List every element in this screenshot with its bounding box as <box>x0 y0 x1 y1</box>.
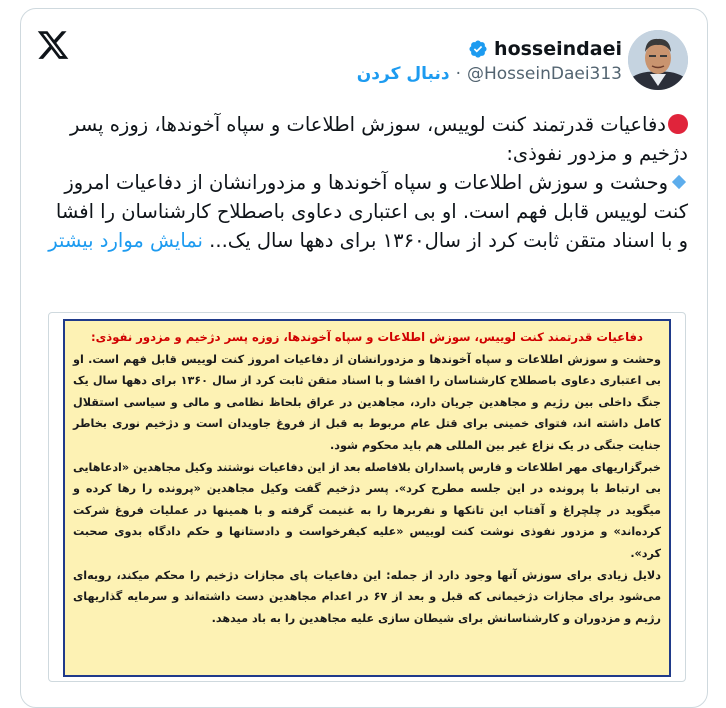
red-circle-icon <box>668 114 688 134</box>
blue-diamond-icon <box>672 175 686 189</box>
x-logo-icon[interactable] <box>36 28 70 62</box>
separator-dot: · <box>455 64 461 84</box>
document-paragraph-3: دلایل زیادی برای سوزش آنها وجود دارد از جمله: این دفاعیات پای مجازات دژخیم را محکم میکند، رویه‌ای می‌شود برای مجازات دژخیمانی که قبل و بعد از ۶۷ در اعدام مجاهدین دست داشته‌اند و سرمایه گذاریهای رژیم و مزدوران و کارشناسانش برای شیطان سازی علیه مجاهدین را به باد میدهد. <box>73 568 661 625</box>
show-more-link[interactable]: نمایش موارد بیشتر <box>48 229 203 252</box>
document-paragraph-1: وحشت و سوزش اطلاعات و سپاه آخوندها و مزدورانشان از دفاعیات امروز کنت لوییس قابل فهم است. او بی اعتباری دعاوی باصطلاح کارشناسان را افشا و با اسناد متقن ثابت کرد از سال ۱۳۶۰ برای دهها سال یک جنگ داخلی بین رژیم و مجاهدین جریان دارد، مجاهدین در عراق بلحاظ نظامی و مالی و سیاسی استقلال کامل داشته اند، فتوای خمینی برای قتل عام مربوط به قبل از فروغ جاویدان است و دژخیم نوری بخاطر جنایت جنگی در یک نزاع غیر بین المللی هم باید محکوم شود. <box>73 352 661 452</box>
follow-button[interactable]: دنبال کردن <box>356 64 450 84</box>
verified-badge-icon <box>468 39 488 59</box>
attached-image[interactable] <box>48 312 686 682</box>
avatar-image <box>628 30 688 90</box>
display-name[interactable]: hosseindaei <box>494 38 622 60</box>
author-name-row[interactable] <box>468 38 622 60</box>
document-image <box>63 319 671 677</box>
document-paragraph-2: خبرگزاریهای مهر اطلاعات و فارس پاسداران بلافاصله بعد از این دفاعیات نوشتند وکیل مجاهدین «ادعاهایی بی ارتباط با پرونده در این جلسه مطرح کرد». پسر دژخیم گفت وکیل مجاهدین «پرونده را رها کرده و میگوید در چلچراغ و آفتاب این تانکها و نفربرها را به غنیمت گرفته و با همینها در عملیات فروغ شرکت کرده‌اند» و مزدور نفوذی نوشت کنت لوییس «علیه کیفرخواست و دادستانها و حکم دادگاه بدوی صحبت کرد». <box>73 460 661 560</box>
tweet-line-2 <box>44 168 688 255</box>
tweet-line-1 <box>44 110 688 168</box>
tweet-headline: دفاعیات قدرتمند کنت لوییس، سوزش اطلاعات و سپاه آخوندها، زوزه پسر دژخیم و مزدور نفوذی: <box>69 113 688 165</box>
document-title: دفاعیات قدرتمند کنت لوییس، سوزش اطلاعات و سپاه آخوندها، زوزه پسر دژخیم و مزدور نفوذی: <box>91 330 643 344</box>
author-meta-row <box>357 64 622 84</box>
tweet-body: وحشت و سوزش اطلاعات و سپاه آخوندها و مزدورانشان از دفاعیات امروز کنت لوییس قابل فهم است. او بی اعتباری دعاوی باصطلاح کارشناسان را افشا و با اسناد متقن ثابت کرد از سال۱۳۶۰ برای دهها سال یک... <box>55 171 688 252</box>
avatar[interactable] <box>628 30 688 90</box>
tweet-text <box>44 110 688 255</box>
author-handle[interactable]: @HosseinDaei313 <box>467 64 622 84</box>
